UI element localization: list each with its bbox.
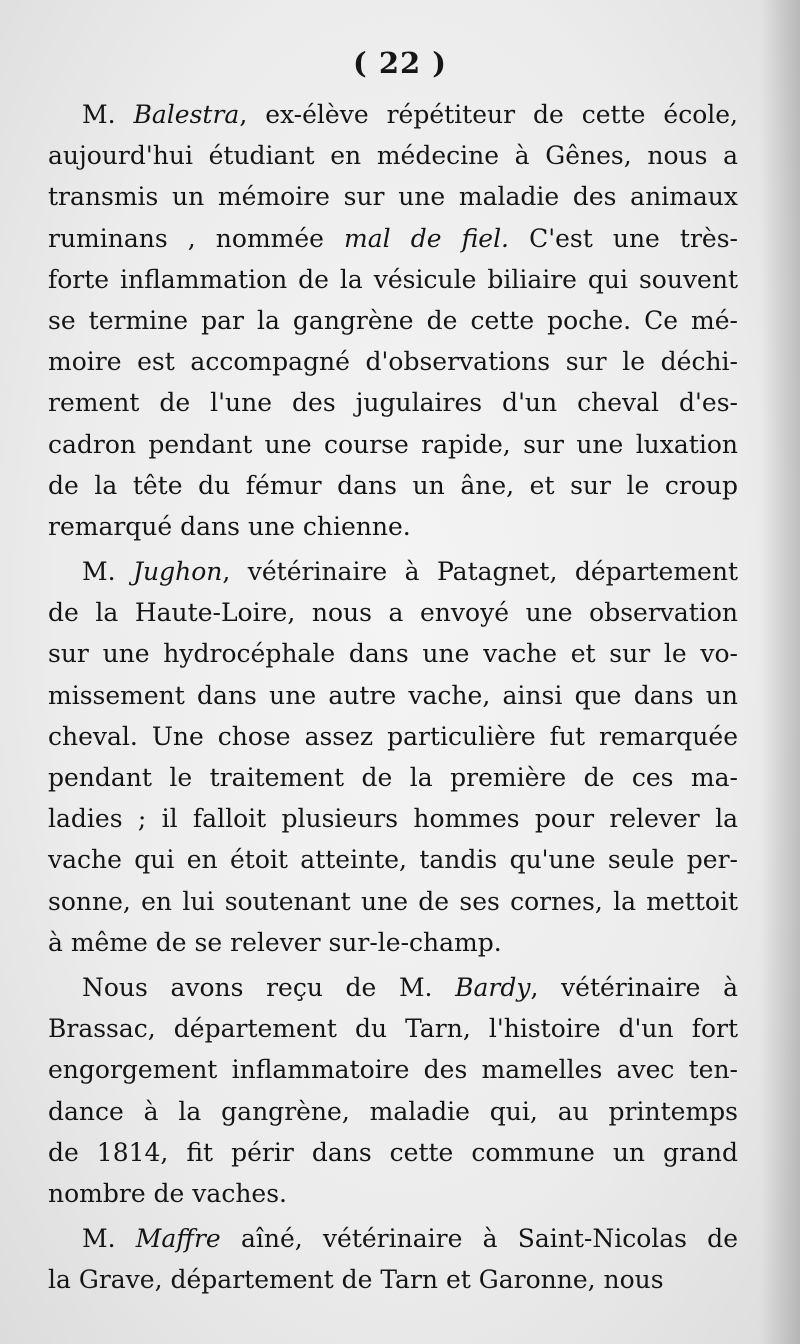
paragraph-1-line: forte inflammation de la vésicule biliaire qui souvent xyxy=(48,264,738,294)
paragraph-1-line: se termine par la gangrène de cette poche. Ce mé- xyxy=(48,305,738,335)
italic-name: Balestra xyxy=(133,100,240,129)
paragraph-2-line: vache qui en étoit atteinte, tandis qu'une seule per- xyxy=(48,845,738,875)
paragraph-3-line: nombre de vaches. xyxy=(48,1178,288,1208)
paragraph-4-line: la Grave, département de Tarn et Garonne, nous xyxy=(48,1265,664,1295)
line-text: , vétérinaire à xyxy=(530,972,738,1002)
paragraph-3-line: engorgement inflammatoire des mamelles avec ten- xyxy=(48,1055,738,1085)
paragraph-2-line: à même de se relever sur-le-champ. xyxy=(48,927,502,957)
paragraph-3-line xyxy=(48,967,738,1008)
paragraph-1-line xyxy=(48,94,738,135)
paragraph-2-line: pendant le traitement de la première de ces ma- xyxy=(48,763,738,792)
paragraph-2-line: missement dans une autre vache, ainsi que dans un xyxy=(48,680,738,710)
italic-name: Jughon xyxy=(132,557,223,587)
italic-name: Bardy xyxy=(455,972,531,1002)
paragraph-3-line: de 1814, fit périr dans cette commune un grand xyxy=(48,1137,738,1167)
italic-name: mal de fiel. xyxy=(344,223,510,253)
line-text: , vétérinaire à Patagnet, département xyxy=(222,557,738,587)
paragraph-2-line: cheval. Une chose assez particulière fut remarquée xyxy=(48,721,738,751)
italic-name: Maffre xyxy=(135,1224,221,1254)
paragraph-1-line: transmis un mémoire sur une maladie des animaux xyxy=(48,182,738,212)
page-number: ( 22 ) xyxy=(353,46,447,80)
line-text: M. xyxy=(82,100,134,129)
paragraph-1-line: moire est accompagné d'observations sur le déchi- xyxy=(48,347,738,377)
paragraph-1-line: cadron pendant une course rapide, sur une luxation xyxy=(48,429,738,459)
paragraph-2-line xyxy=(48,551,738,592)
line-text: M. xyxy=(82,557,133,587)
paragraph-2-line: sonne, en lui soutenant une de ses cornes, la mettoit xyxy=(48,886,738,916)
paragraph-2-line: sur une hydrocéphale dans une vache et sur le vo- xyxy=(48,639,738,669)
paragraph-1-line: de la tête du fémur dans un âne, et sur le croup xyxy=(48,470,738,500)
paragraph-1-line: rement de l'une des jugulaires d'un cheval d'es- xyxy=(48,388,738,418)
line-text: M. xyxy=(82,1224,136,1254)
paragraph-1-line: aujourd'hui étudiant en médecine à Gênes, nous a xyxy=(48,141,738,171)
line-text: aîné, vétérinaire à Saint-Nicolas de xyxy=(220,1224,738,1254)
paragraph-3-line: dance à la gangrène, maladie qui, au printemps xyxy=(48,1096,738,1126)
paragraph-2-line: de la Haute-Loire, nous a envoyé une observation xyxy=(48,598,738,628)
line-text: C'est une très- xyxy=(509,223,738,253)
line-text: , ex-élève répétiteur de cette école, xyxy=(239,100,738,129)
line-text: Nous avons reçu de M. xyxy=(82,972,456,1002)
paragraph-2-line: ladies ; il falloit plusieurs hommes pour relever la xyxy=(48,804,738,834)
body-text xyxy=(48,94,738,1300)
paragraph-4-line xyxy=(48,1218,738,1259)
line-text: ruminans , nommée xyxy=(48,223,345,253)
paragraph-1-line: remarqué dans une chienne. xyxy=(48,511,411,541)
paragraph-1-line xyxy=(48,218,738,259)
paragraph-3-line: Brassac, département du Tarn, l'histoire d'un fort xyxy=(48,1014,738,1044)
